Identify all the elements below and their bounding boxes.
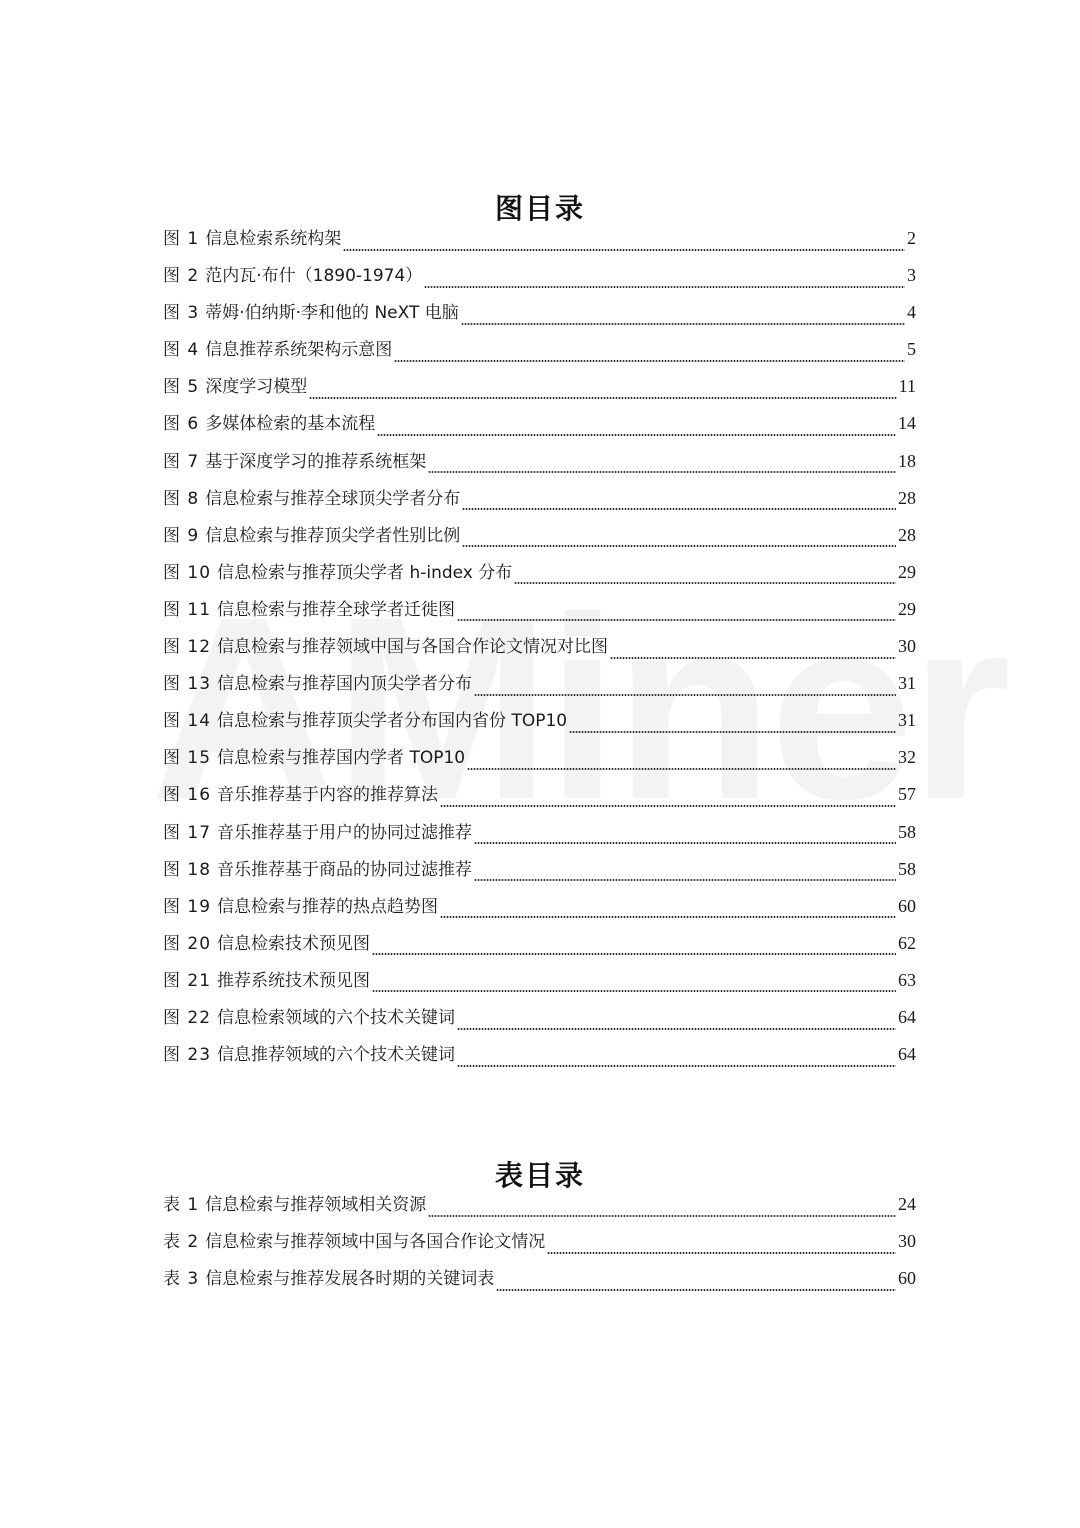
dot-leader (309, 397, 896, 399)
figure-caption: 信息检索与推荐顶尖学者分布国内省份 TOP10 (217, 711, 568, 732)
page-number: 62 (898, 932, 916, 953)
table-entry[interactable] (163, 1264, 916, 1301)
figure-entry[interactable] (163, 298, 916, 335)
figure-number: 图 9 (163, 525, 200, 546)
figure-number: 图 2 (163, 266, 200, 287)
figure-caption: 音乐推荐基于用户的协同过滤推荐 (217, 822, 473, 843)
tables-list-title: 表目录 (494, 1158, 585, 1192)
page-number: 58 (898, 821, 916, 842)
figure-entry[interactable] (163, 224, 916, 261)
page-number: 4 (907, 302, 916, 323)
figure-entry[interactable] (163, 966, 916, 1003)
dot-leader (474, 879, 896, 881)
page-number: 28 (898, 487, 916, 508)
table-number: 表 1 (163, 1195, 200, 1215)
figure-entry[interactable] (163, 484, 916, 521)
dot-leader (428, 1215, 896, 1217)
figure-caption: 信息检索与推荐国内学者 TOP10 (217, 748, 466, 769)
figure-caption: 信息检索与推荐全球学者迁徙图 (217, 599, 456, 620)
figure-entry[interactable] (163, 632, 916, 669)
figure-caption: 信息推荐系统架构示意图 (205, 340, 393, 361)
figure-caption: 音乐推荐基于内容的推荐算法 (217, 785, 439, 806)
figure-entry[interactable] (163, 335, 916, 372)
dot-leader (457, 1065, 896, 1067)
figure-entry[interactable] (163, 855, 916, 892)
dot-leader (547, 1252, 896, 1254)
figure-entry[interactable] (163, 409, 916, 446)
dot-leader (474, 842, 896, 844)
figure-caption: 信息检索与推荐的热点趋势图 (217, 896, 439, 917)
figure-number: 图 7 (163, 451, 200, 472)
figure-number: 图 14 (163, 711, 212, 732)
page-number: 14 (898, 413, 916, 434)
figure-entry[interactable] (163, 780, 916, 817)
dot-leader (457, 619, 896, 621)
table-entry[interactable] (163, 1227, 916, 1264)
page-number: 63 (898, 969, 916, 990)
figure-entry[interactable] (163, 743, 916, 780)
table-caption: 信息检索与推荐领域中国与各国合作论文情况 (205, 1232, 546, 1253)
figure-caption: 范内瓦·布什（1890-1974） (205, 266, 423, 287)
figure-entry[interactable] (163, 595, 916, 632)
figure-caption: 信息检索领域的六个技术关键词 (217, 1007, 456, 1028)
dot-leader (372, 990, 896, 992)
dot-leader (377, 434, 896, 436)
dot-leader (428, 471, 896, 473)
figure-entry[interactable] (163, 892, 916, 929)
dot-leader (462, 508, 896, 510)
page-number: 29 (898, 561, 916, 582)
figure-number: 图 8 (163, 488, 200, 509)
dot-leader (343, 249, 905, 251)
page-number: 58 (898, 858, 916, 879)
figure-number: 图 23 (163, 1045, 212, 1066)
dot-leader (394, 360, 905, 362)
table-caption: 信息检索与推荐发展各时期的关键词表 (205, 1269, 495, 1290)
page-number: 60 (898, 1268, 916, 1289)
figure-caption: 信息检索系统构架 (205, 229, 342, 249)
page-number: 31 (898, 710, 916, 731)
figure-entry[interactable] (163, 372, 916, 409)
figure-caption: 信息检索技术预见图 (217, 933, 371, 954)
figure-entry[interactable] (163, 447, 916, 484)
dot-leader (424, 286, 905, 288)
figure-entry[interactable] (163, 1040, 916, 1077)
figure-number: 图 13 (163, 674, 212, 695)
dot-leader (569, 731, 896, 733)
dot-leader (462, 545, 896, 547)
page-number: 64 (898, 1044, 916, 1065)
figure-caption: 信息检索与推荐顶尖学者 h-index 分布 (217, 562, 513, 583)
figure-caption: 信息检索与推荐顶尖学者性别比例 (205, 525, 461, 546)
figure-number: 图 11 (163, 599, 212, 620)
figure-caption: 信息检索与推荐全球顶尖学者分布 (205, 488, 461, 509)
figure-entry[interactable] (163, 261, 916, 298)
page-number: 60 (898, 895, 916, 916)
dot-leader (461, 323, 905, 325)
figure-number: 图 6 (163, 414, 200, 435)
page-number: 57 (898, 784, 916, 805)
figure-entry[interactable] (163, 818, 916, 855)
dot-leader (457, 1028, 896, 1030)
tables-list (163, 1190, 916, 1301)
figure-caption: 音乐推荐基于商品的协同过滤推荐 (217, 859, 473, 880)
figure-caption: 深度学习模型 (205, 377, 308, 398)
dot-leader (610, 657, 896, 659)
figure-number: 图 4 (163, 340, 200, 361)
dot-leader (474, 694, 896, 696)
dot-leader (372, 953, 896, 955)
page-number: 5 (907, 339, 916, 360)
page-number: 28 (898, 524, 916, 545)
figure-caption: 多媒体检索的基本流程 (205, 414, 376, 435)
figures-list (163, 224, 916, 1077)
figure-number: 图 16 (163, 785, 212, 806)
page-number: 64 (898, 1006, 916, 1027)
page-number: 3 (907, 265, 916, 286)
figure-number: 图 20 (163, 933, 212, 954)
figure-number: 图 19 (163, 896, 212, 917)
figure-number: 图 22 (163, 1007, 212, 1028)
page-number: 2 (907, 228, 916, 248)
table-entry[interactable] (163, 1190, 916, 1227)
figure-entry[interactable] (163, 558, 916, 595)
figure-entry[interactable] (163, 1003, 916, 1040)
dot-leader (440, 805, 896, 807)
figure-number: 图 10 (163, 562, 212, 583)
table-caption: 信息检索与推荐领域相关资源 (205, 1195, 427, 1215)
figures-list-title: 图目录 (494, 191, 585, 225)
figure-caption: 信息检索与推荐国内顶尖学者分布 (217, 674, 473, 695)
dot-leader (467, 768, 896, 770)
page-number: 18 (898, 450, 916, 471)
page-number: 11 (898, 376, 916, 397)
page-number: 31 (898, 673, 916, 694)
figure-number: 图 12 (163, 637, 212, 658)
figure-caption: 蒂姆·伯纳斯·李和他的 NeXT 电脑 (205, 303, 459, 324)
figure-entry[interactable] (163, 669, 916, 706)
figure-number: 图 17 (163, 822, 212, 843)
page-number: 30 (898, 636, 916, 657)
page-number: 24 (898, 1194, 916, 1214)
figure-entry[interactable] (163, 521, 916, 558)
dot-leader (496, 1289, 896, 1291)
figure-entry[interactable] (163, 706, 916, 743)
figure-caption: 信息推荐领域的六个技术关键词 (217, 1045, 456, 1066)
figure-number: 图 18 (163, 859, 212, 880)
figure-number: 图 21 (163, 970, 212, 991)
figure-caption: 基于深度学习的推荐系统框架 (205, 451, 427, 472)
table-number: 表 2 (163, 1232, 200, 1253)
page-number: 29 (898, 598, 916, 619)
dot-leader (514, 582, 896, 584)
figure-caption: 推荐系统技术预见图 (217, 970, 371, 991)
page-number: 32 (898, 747, 916, 768)
figure-number: 图 1 (163, 229, 200, 249)
figure-number: 图 3 (163, 303, 200, 324)
page-number: 30 (898, 1231, 916, 1252)
figure-number: 图 15 (163, 748, 212, 769)
figure-entry[interactable] (163, 929, 916, 966)
figure-caption: 信息检索与推荐领域中国与各国合作论文情况对比图 (217, 637, 609, 658)
dot-leader (440, 916, 896, 918)
figure-number: 图 5 (163, 377, 200, 398)
table-number: 表 3 (163, 1269, 200, 1290)
